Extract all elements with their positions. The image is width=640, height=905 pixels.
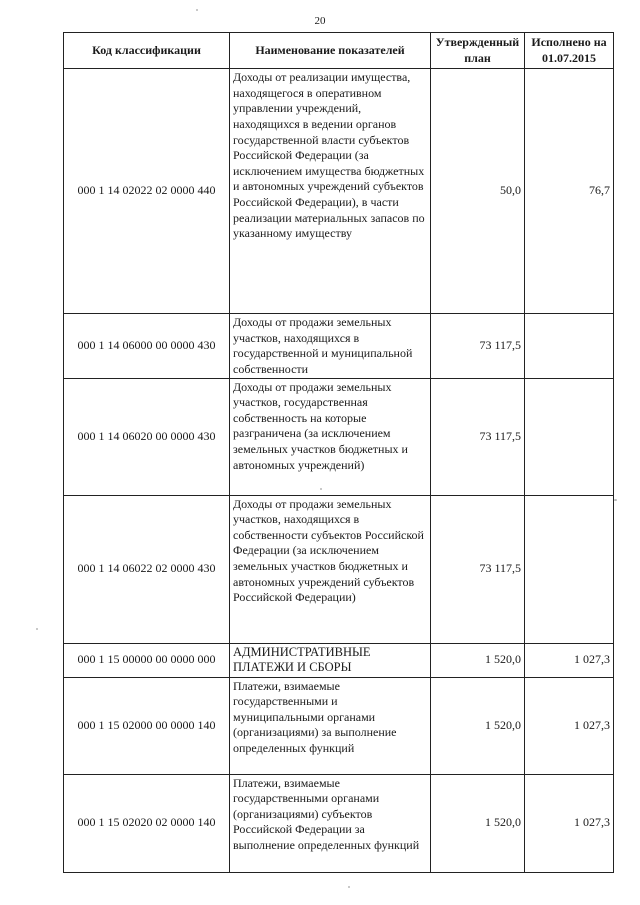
row-done [525,378,614,495]
row-name: Доходы от реализации имущества, находящегося в оперативном управлении учреждений, находящихся в ведении органов государственной власти субъектов Российской Федерации (за исключением имущества бюджетных и автономных учреждений субъектов Российской Федерации), в части реализации материальных запасов по указанному имуществу [230,69,431,314]
row-done: 1 027,3 [525,677,614,774]
scan-speck [348,886,350,888]
header-code: Код классификации [64,33,230,69]
row-name: Доходы от продажи земельных участков, находящихся в собственности субъектов Российской Федерации (за исключением земельных участков бюджетных и автономных учреждений субъектов Российской Федерации) [230,495,431,643]
row-done [525,314,614,378]
row-plan: 50,0 [431,69,525,314]
row-done: 1 027,3 [525,774,614,872]
row-code: 000 1 14 06022 02 0000 430 [64,495,230,643]
row-plan: 73 117,5 [431,495,525,643]
row-plan: 1 520,0 [431,643,525,677]
row-name: Платежи, взимаемые государственными органами (организациями) субъектов Российской Федерации за выполнение определенных функций [230,774,431,872]
row-code: 000 1 15 02000 00 0000 140 [64,677,230,774]
table-row [64,774,614,872]
row-name: Платежи, взимаемые государственными и муниципальными органами (организациями) за выполнение определенных функций [230,677,431,774]
row-code: 000 1 14 06020 00 0000 430 [64,378,230,495]
table-row [64,378,614,495]
scan-speck [196,9,198,11]
row-done: 1 027,3 [525,643,614,677]
table-row [64,677,614,774]
row-name: Доходы от продажи земельных участков, находящихся в государственной и муниципальной собственности [230,314,431,378]
row-code: 000 1 15 00000 00 0000 000 [64,643,230,677]
scan-speck [36,628,38,630]
budget-table [63,32,614,873]
header-name: Наименование показателей [230,33,431,69]
row-done [525,495,614,643]
table-row [64,314,614,378]
row-code: 000 1 14 02022 02 0000 440 [64,69,230,314]
table-row [64,643,614,677]
scan-speck [614,499,617,501]
row-plan: 73 117,5 [431,314,525,378]
table-row [64,495,614,643]
row-plan: 1 520,0 [431,774,525,872]
row-name: Доходы от продажи земельных участков, государственная собственность на которые разграничена (за исключением земельных участков бюджетных и автономных учреждений) [230,378,431,495]
row-plan: 1 520,0 [431,677,525,774]
page-number: 20 [314,15,326,27]
row-done: 76,7 [525,69,614,314]
row-name: АДМИНИСТРАТИВНЫЕ ПЛАТЕЖИ И СБОРЫ [230,643,431,677]
row-plan: 73 117,5 [431,378,525,495]
scan-speck [320,488,322,490]
header-plan: Утвержденный план [431,33,525,69]
row-code: 000 1 15 02020 02 0000 140 [64,774,230,872]
header-done: Исполнено на 01.07.2015 [525,33,614,69]
row-code: 000 1 14 06000 00 0000 430 [64,314,230,378]
table-row [64,69,614,314]
